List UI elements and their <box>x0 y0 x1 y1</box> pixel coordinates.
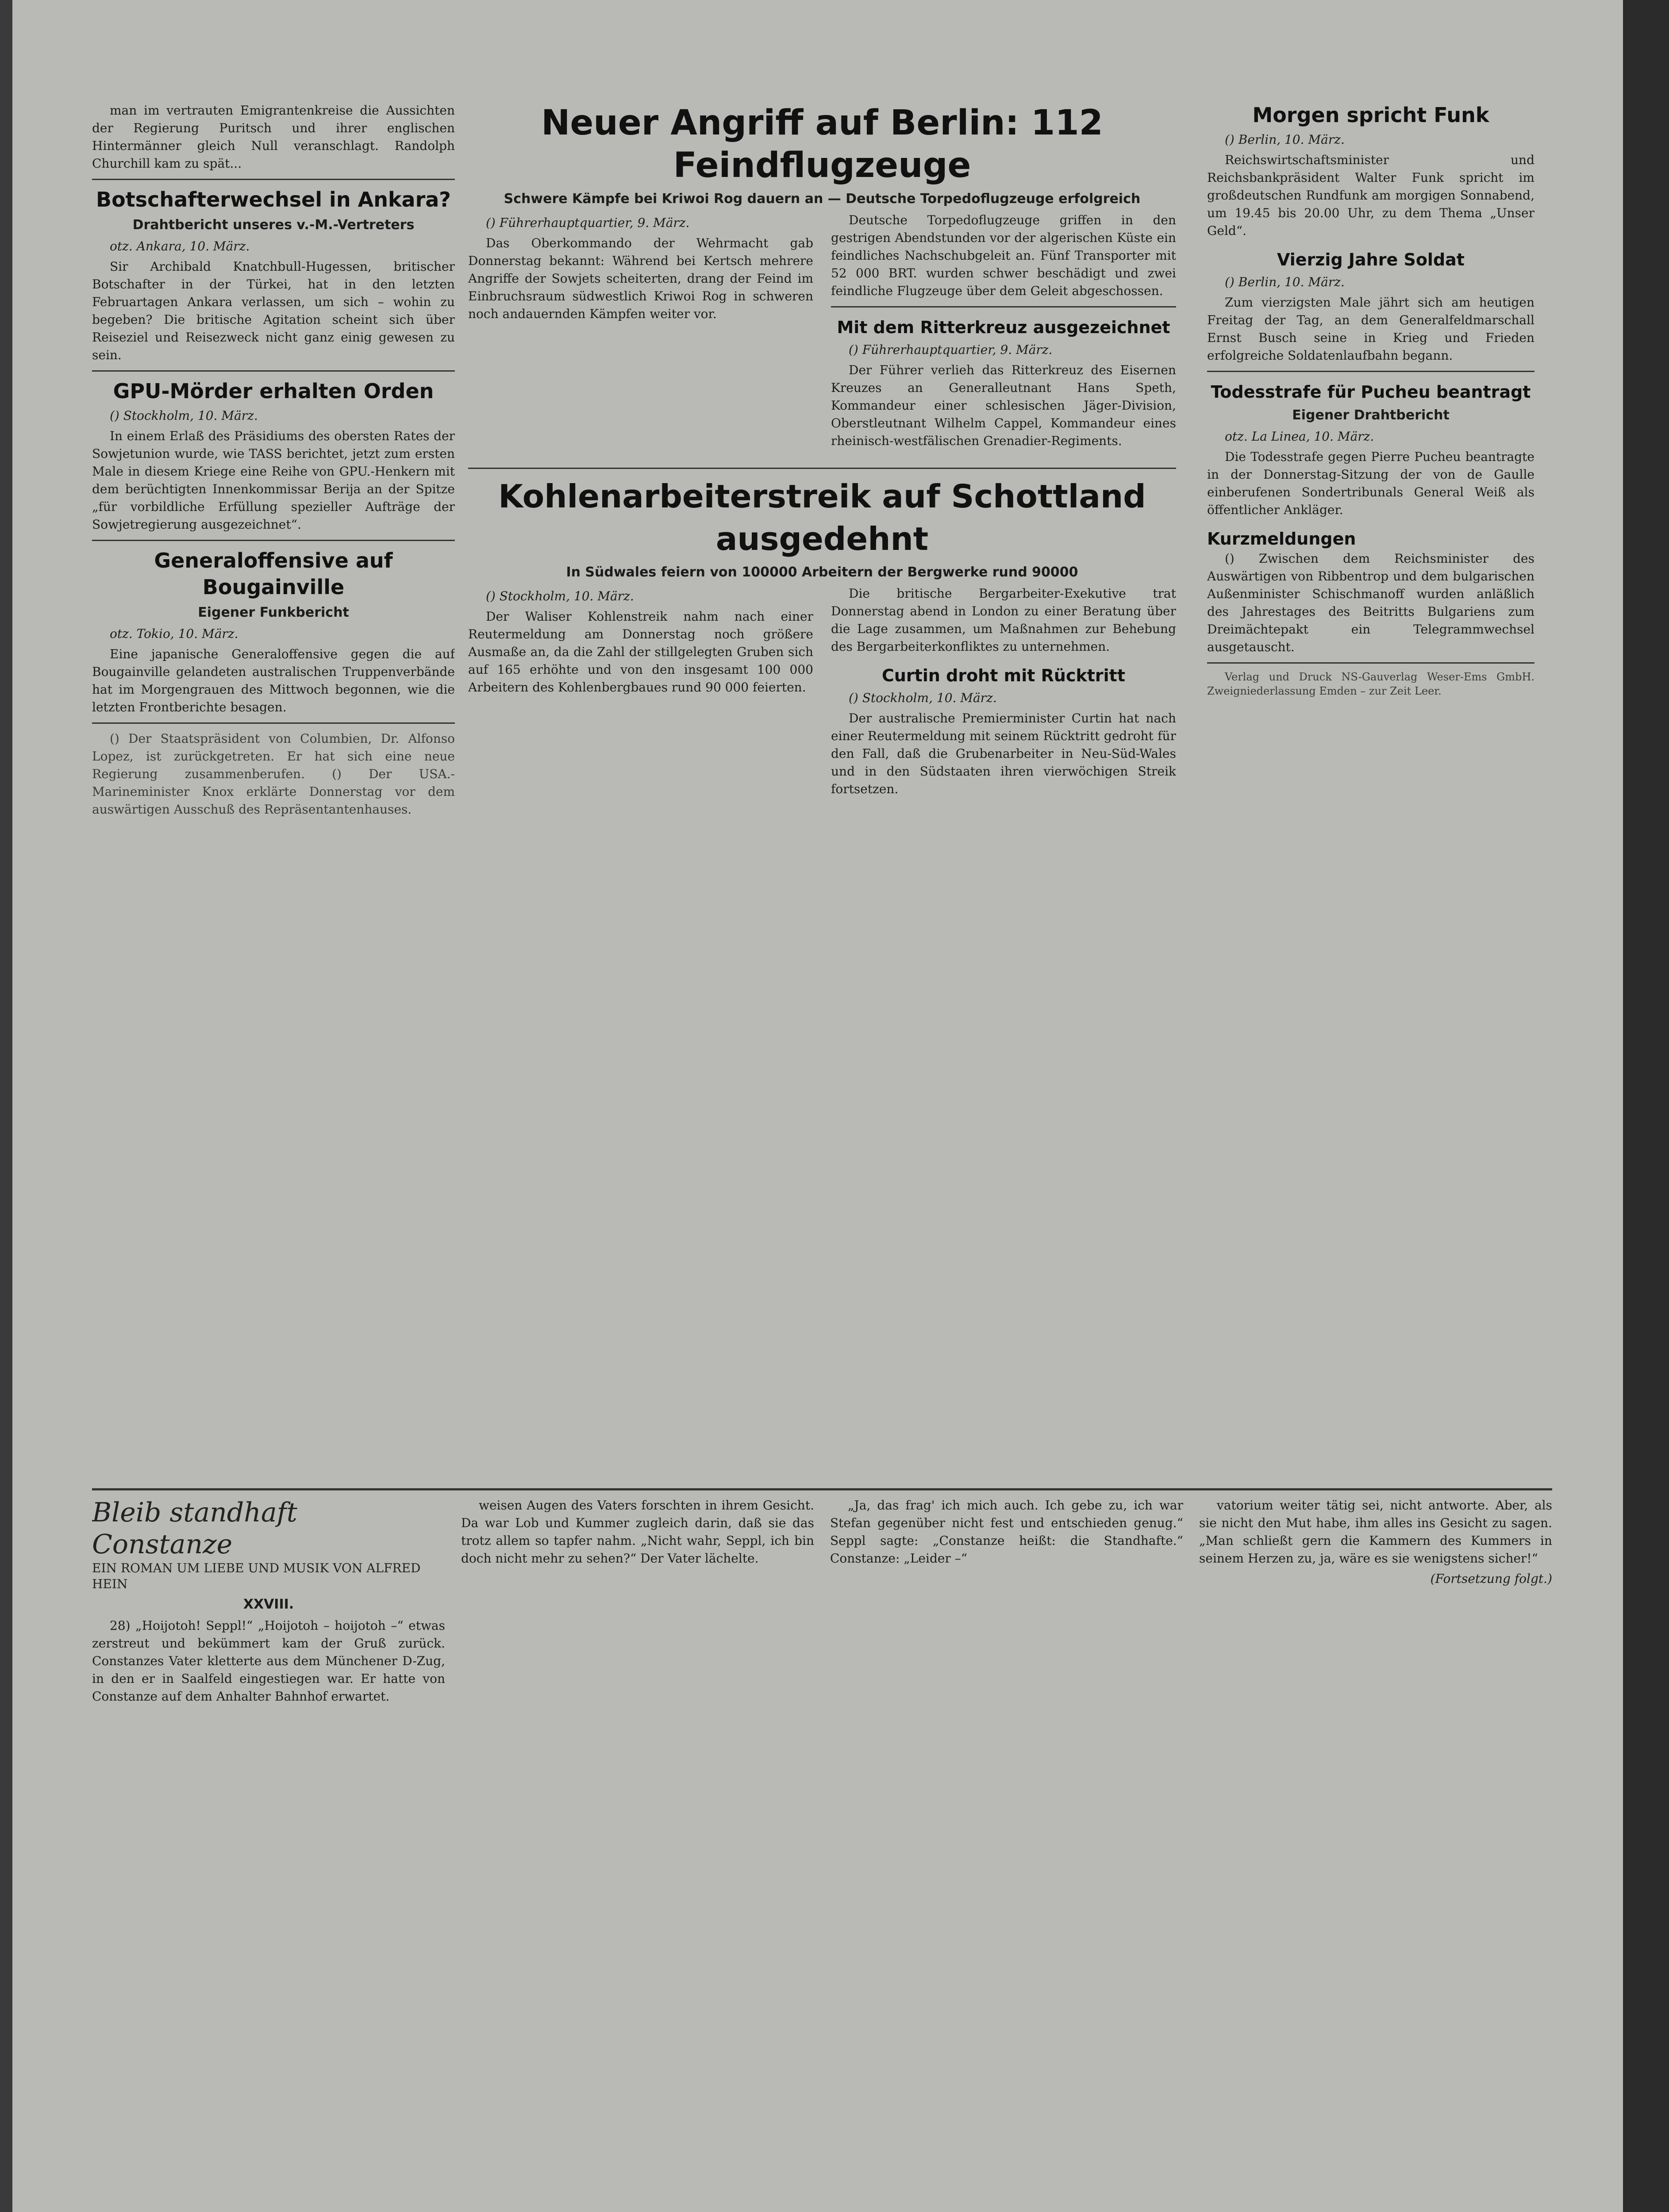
dateline: () Berlin, 10. März. <box>1225 132 1345 147</box>
headline-funk: Morgen spricht Funk <box>1252 103 1489 127</box>
dateline: otz. Tokio, 10. März. <box>110 626 238 641</box>
article-text: In einem Erlaß des Präsidiums des obersten Rates der Sowjetunion wurde, wie TASS berichtet, jetzt zum ersten Male in diesem Kriege eine Reihe von GPU.-Henkern mit dem berüchtigten Innenkommissar Berija an der Spitze „für vorbildliche Erfüllung spezieller Aufträge der Sowjetregierung ausgezeichnet“. <box>92 429 455 532</box>
dateline: () Stockholm, 10. März. <box>486 589 634 603</box>
byline: Eigener Drahtbericht <box>1292 407 1450 423</box>
dateline: otz. La Linea, 10. März. <box>1225 429 1374 444</box>
novel-subtitle: EIN ROMAN UM LIEBE UND MUSIK VON ALFRED HEIN <box>92 1561 421 1591</box>
headline-ritterkreuz: Mit dem Ritterkreuz ausgezeichnet <box>837 318 1170 337</box>
novel-text: vatorium weiter tätig sei, nicht antworte. Aber, als sie nicht den Mut habe, ihm alles ins Gesicht zu sagen. „Man schließt gern die Kammern des Kummers in seinem Herzen zu, ja, wäre es sie wenigstens sicher!“ <box>1199 1498 1552 1566</box>
imprint: Verlag und Druck NS-Gauverlag Weser-Ems GmbH. Zweigniederlassung Emden – zur Zeit Leer. <box>1207 671 1534 697</box>
dateline: () Stockholm, 10. März. <box>849 691 997 705</box>
divider <box>468 468 1176 469</box>
headline-bougainville: Generaloffensive auf Bougainville <box>154 549 393 599</box>
strike-subheadline: In Südwales feiern von 100000 Arbeitern der Bergwerke rund 90000 <box>566 565 1078 580</box>
divider <box>92 722 455 724</box>
headline-gpu: GPU-Mörder erhalten Orden <box>113 379 434 403</box>
article-text: Zum vierzigsten Male jährt sich am heutigen Freitag der Tag, an dem Generalfeldmarschall Ernst Busch seine in Krieg und Frieden erfolgreiche Soldatenlaufbahn begann. <box>1207 295 1534 363</box>
strike-body <box>468 585 1176 798</box>
divider <box>92 179 455 180</box>
article-text: Die britische Bergarbeiter-Exekutive trat Donnerstag abend in London zu einer Beratung über die Lage zusammen, um Maßnahmen zur Behebung des Bergarbeiterkonfliktes zu unternehmen. <box>831 586 1176 654</box>
divider <box>831 306 1176 307</box>
article-text: Der Führer verlieh das Ritterkreuz des Eisernen Kreuzes an Generalleutnant Hans Speth, Kommandeur einer schlesischen Jäger-Division, Oberstleutnant Wilhelm Cappel, Kommandeur eines rheinisch-westfälischen Grenadier-Regiments. <box>831 363 1176 448</box>
right-column <box>1207 102 1534 698</box>
main-subheadline: Schwere Kämpfe bei Kriwoi Rog dauern an — Deutsche Torpedoflugzeuge erfolgreich <box>504 191 1141 207</box>
novel-text: „Ja, das frag' ich mich auch. Ich gebe zu, ich war Stefan gegenüber nicht fest und entschieden genug.“ Seppl sagte: „Constanze heißt: die Standhafte.“ Constanze: „Leider –“ <box>830 1498 1183 1566</box>
main-body <box>468 211 1176 450</box>
article-text: Die Todesstrafe gegen Pierre Pucheu beantragte in der Donnerstag-Sitzung der von de Gaulle einberufenen Sondertribunals General Weiß als öffentlicher Ankläger. <box>1207 449 1534 517</box>
strike-headline: Kohlenarbeiterstreik auf Schottland ausgedehnt <box>498 478 1146 557</box>
dateline: otz. Ankara, 10. März. <box>110 239 250 253</box>
short-notes: () Der Staatspräsident von Columbien, Dr. Alfonso Lopez, ist zurückgetreten. Er hat sich eine neue Regierung zusammenberufen. () Der USA.-Marineminister Knox erklärte Donnerstag vor dem auswärtigen Ausschuß des Repräsentantenhauses. <box>92 731 455 817</box>
section-divider <box>92 1488 1552 1490</box>
novel-text: 28) „Hoijotoh! Seppl!“ „Hoijotoh – hoijotoh –“ etwas zerstreut und bekümmert kam der Gruß zurück. Constanzes Vater kletterte aus dem Münchener D-Zug, in den er in Saalfeld eingestiegen war. Er hatte von Constanze auf dem Anhalter Bahnhof erwartet. <box>92 1618 445 1704</box>
intro-text: man im vertrauten Emigrantenkreise die Aussichten der Regierung Puritsch und ihrer englischen Hintermänner gleich Null veranschlagt. Randolph Churchill kam zu spät... <box>92 103 455 171</box>
dateline: () Stockholm, 10. März. <box>110 408 258 423</box>
left-column <box>92 102 455 818</box>
article-text: Deutsche Torpedoflugzeuge griffen in den gestrigen Abendstunden vor der algerischen Küste ein feindliches Nachschubgeleit an. Fünf Transporter mit 52 000 BRT. wurden schwer beschädigt und zwei feindliche Flugzeuge über dem Geleit abgeschossen. <box>831 213 1176 298</box>
novel-columns <box>92 1497 1552 1705</box>
divider <box>1207 371 1534 372</box>
article-text: Der Waliser Kohlenstreik nahm nach einer Reutermeldung am Donnerstag noch größere Ausmaße an, da die Zahl der stillgelegten Gruben sich auf 165 erhöhte und von den insgesamt 100 000 Arbeitern des Kohlenbergbaues rund 90 000 feierten. <box>468 609 813 695</box>
article-text: Sir Archibald Knatchbull-Hugessen, britischer Botschafter in der Türkei, hat in den letzten Februartagen Ankara verlassen, um sich – wohin zu begeben? Die britische Agitation scheint sich über Reiseziel und Reisezweck nicht ganz einig gewesen zu sein. <box>92 259 455 362</box>
novel-text: weisen Augen des Vaters forschten in ihrem Gesicht. Da war Lob und Kummer zugleich darin, daß sie das trotz allem so tapfer nahm. „Nicht wahr, Seppl, ich bin doch nicht mehr zu sehen?“ Der Vater lächelte. <box>461 1498 814 1566</box>
main-headline: Neuer Angriff auf Berlin: 112 Feindflugzeuge <box>541 103 1103 185</box>
novel-title: Bleib standhaft Constanze <box>92 1497 297 1560</box>
byline: Eigener Funkbericht <box>198 605 349 620</box>
divider <box>1207 662 1534 664</box>
article-text: () Zwischen dem Reichsminister des Auswärtigen von Ribbentrop und dem bulgarischen Außenminister Schischmanoff wurden anläßlich des Jahrestages des Beitritts Bulgariens zum Dreimächtepakt ein Telegrammwechsel ausgetauscht. <box>1207 551 1534 654</box>
chapter-number: XXVIII. <box>243 1597 294 1612</box>
headline-pucheu: Todesstrafe für Pucheu beantragt <box>1211 382 1531 402</box>
continued-note: (Fortsetzung folgt.) <box>1430 1571 1552 1586</box>
dateline: () Führerhauptquartier, 9. März. <box>849 342 1053 357</box>
novel-section <box>92 1482 1552 1705</box>
divider <box>92 540 455 541</box>
newspaper-page <box>12 0 1623 2212</box>
dateline: () Führerhauptquartier, 9. März. <box>486 215 690 230</box>
headline-curtin: Curtin droht mit Rücktritt <box>881 666 1126 685</box>
byline: Drahtbericht unseres v.-M.-Vertreters <box>132 217 415 233</box>
headline-kurzmeldungen: Kurzmeldungen <box>1207 529 1356 549</box>
dateline: () Berlin, 10. März. <box>1225 275 1345 289</box>
article-text: Der australische Premierminister Curtin hat nach einer Reutermeldung mit seinem Rücktritt gedroht für den Fall, daß die Grubenarbeiter in Neu-Süd-Wales und in den Südstaaten ihren vierwöchigen Streik fortsetzen. <box>831 711 1176 796</box>
article-text: Eine japanische Generaloffensive gegen die auf Bougainville gelandeten australischen Truppenverbände hat im Morgengrauen des Mittwoch begonnen, wie die letzten Frontberichte besagen. <box>92 647 455 714</box>
article-text: Das Oberkommando der Wehrmacht gab Donnerstag bekannt: Während bei Kertsch mehrere Angriffe der Sowjets scheiterten, drang der Feind im Einbruchsraum südwestlich Kriwoi Rog in schweren noch andauernden Kämpfen weiter vor. <box>468 236 813 321</box>
scan-edge <box>1623 0 1669 2212</box>
novel-masthead <box>92 1497 445 1592</box>
headline-soldat: Vierzig Jahre Soldat <box>1277 250 1465 269</box>
divider <box>92 370 455 372</box>
article-text: Reichswirtschaftsminister und Reichsbankpräsident Walter Funk spricht im großdeutschen Rundfunk am morgigen Sonnabend, um 19.45 bis 20.00 Uhr, zu dem Thema „Unser Geld“. <box>1207 153 1534 238</box>
headline-ankara: Botschafterwechsel in Ankara? <box>96 188 451 211</box>
middle-column <box>468 102 1176 798</box>
